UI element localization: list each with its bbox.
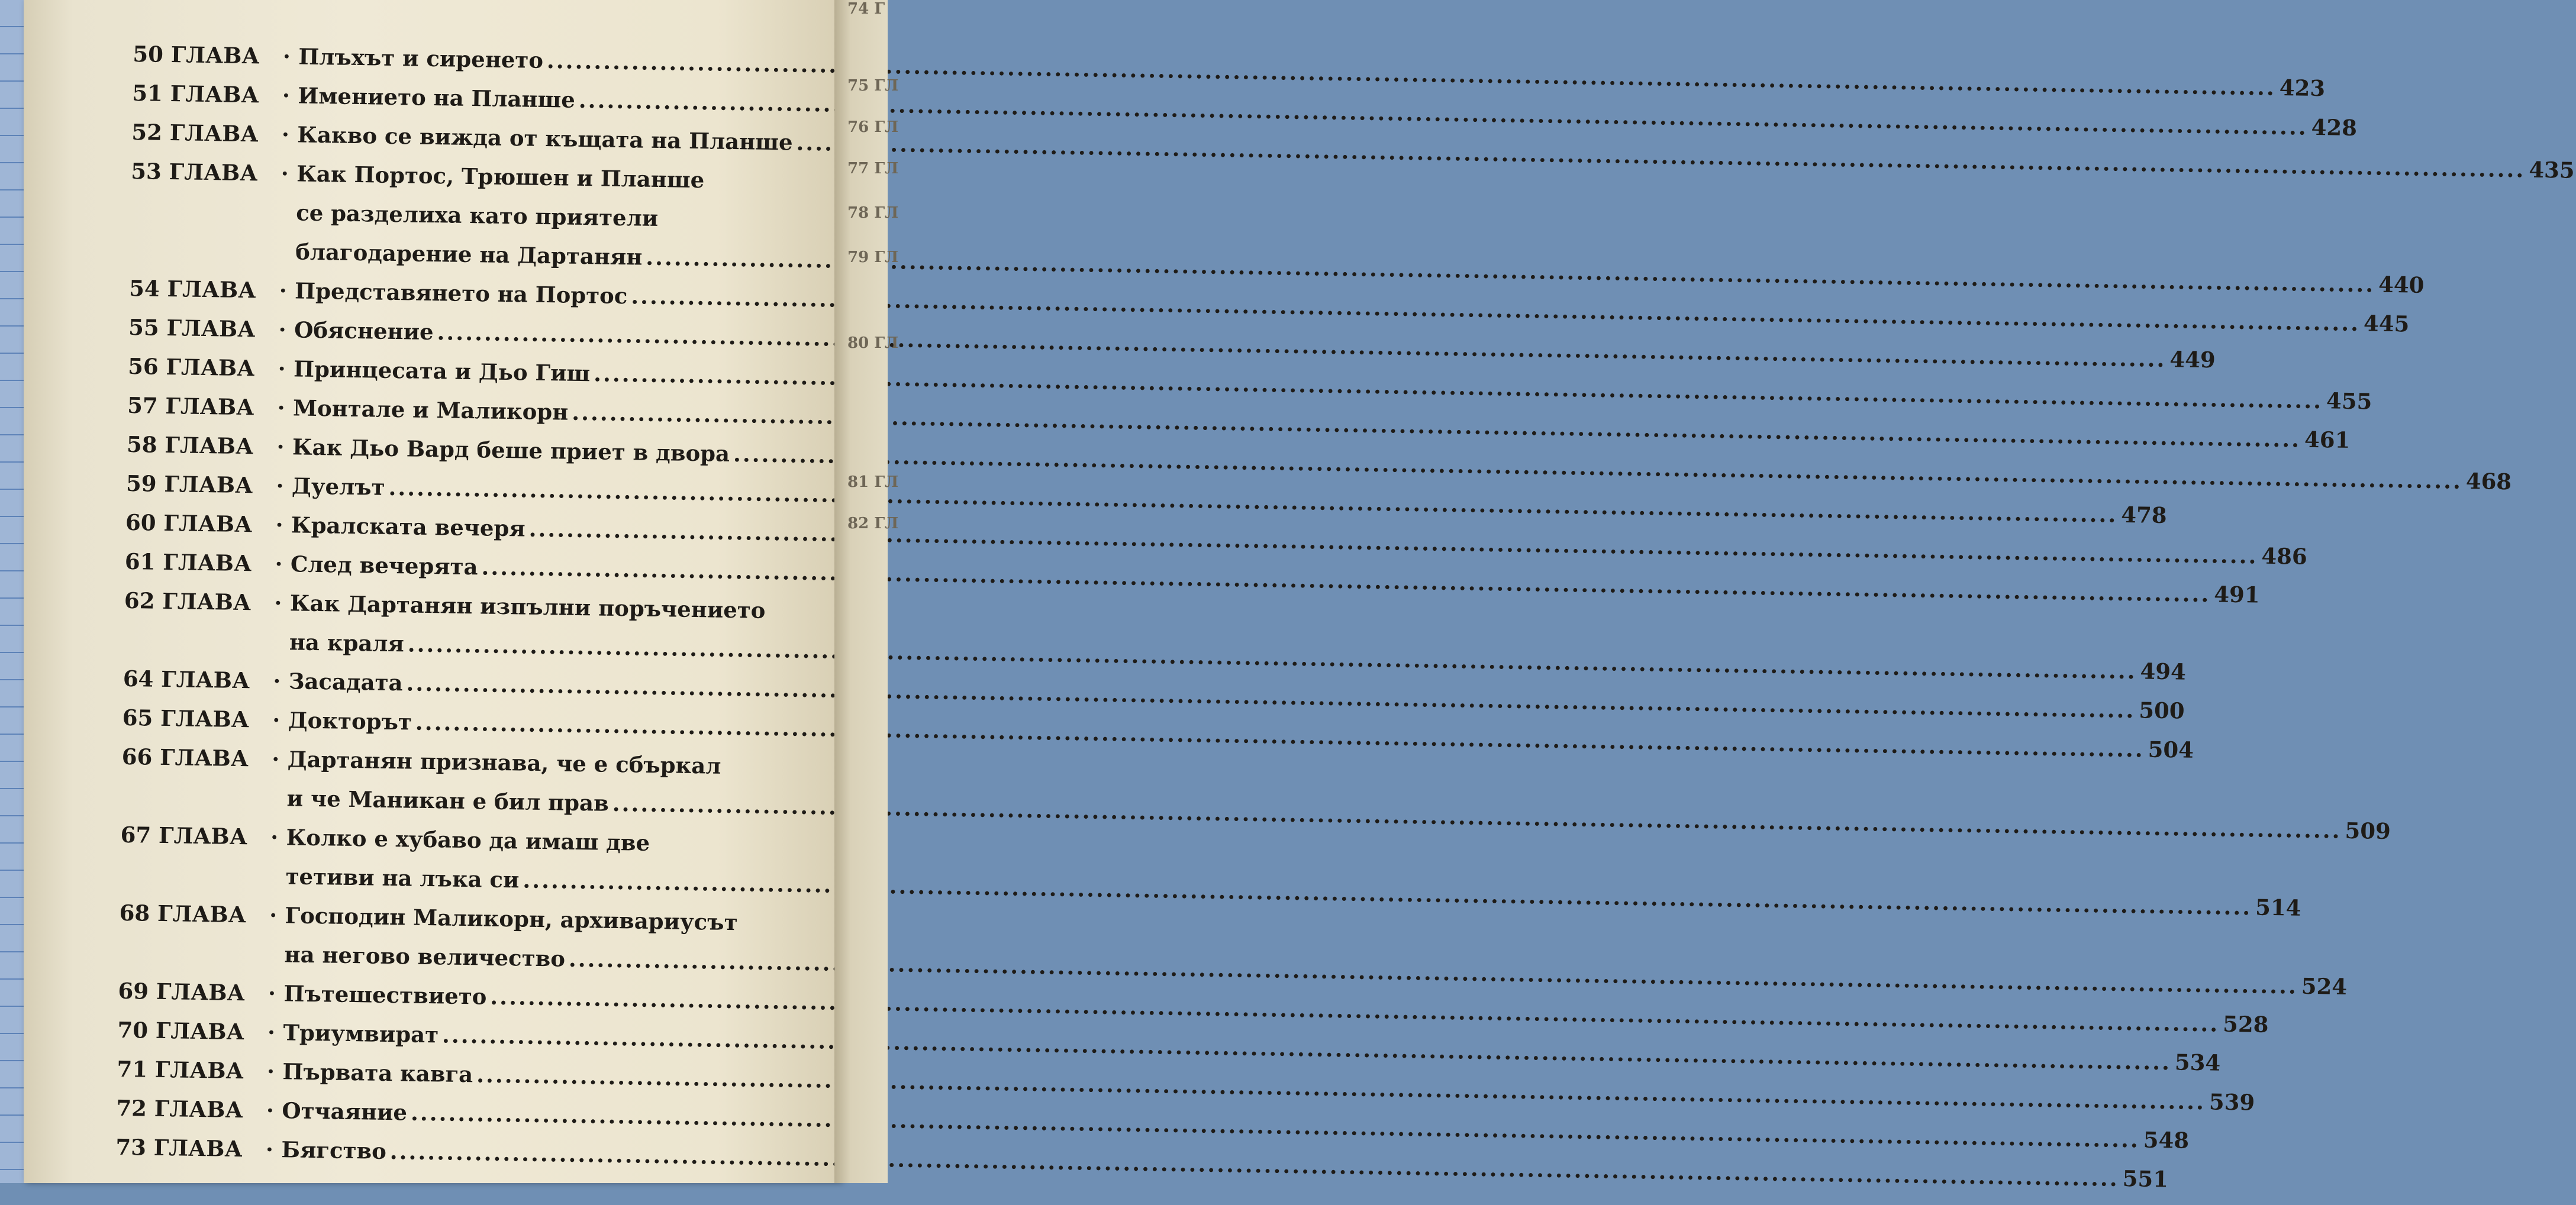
separator-dot: ·: [267, 1019, 276, 1045]
chapter-number: 70 ГЛАВА: [117, 1016, 245, 1045]
chapter-number: 56 ГЛАВА: [127, 353, 255, 382]
chapter-title-line: тетиви на лъка си: [285, 863, 520, 893]
page-number: 455: [2326, 387, 2372, 415]
chapter-number: 60 ГЛАВА: [125, 509, 253, 538]
separator-dot: ·: [282, 82, 291, 109]
chapter-number: 50 ГЛАВА: [133, 40, 260, 69]
adjacent-page-fragment: 80 ГЛ: [847, 334, 899, 352]
separator-dot: ·: [273, 667, 281, 694]
chapter-title-line: Какво се вижда от къщата на Планше: [297, 121, 793, 156]
separator-dot: ·: [265, 1136, 274, 1162]
chapter-title-line: на негово величество: [284, 941, 566, 972]
separator-dot: ·: [282, 43, 291, 70]
adjacent-page-fragment: 81 ГЛ: [847, 473, 899, 491]
page-number: 478: [2121, 501, 2167, 529]
separator-dot: ·: [266, 1058, 275, 1084]
page-number: 504: [2148, 736, 2194, 763]
chapter-title-line: Как Дартанян изпълни поръчението: [289, 590, 766, 624]
page-number: 500: [2139, 697, 2185, 724]
chapter-number: 54 ГЛАВА: [128, 274, 256, 303]
separator-dot: ·: [276, 433, 285, 460]
chapter-title-line: и че Маникан е бил прав: [286, 785, 610, 816]
chapter-title-line: Господин Маликорн, архивариусът: [285, 902, 738, 936]
chapter-title-line: благодарение на Дартанян: [295, 238, 643, 270]
chapter-title-line: се разделиха като приятели: [295, 199, 659, 231]
page-number: 491: [2214, 581, 2260, 608]
separator-dot: ·: [267, 980, 276, 1006]
chapter-number: 64 ГЛАВА: [122, 665, 250, 694]
chapter-number: 72 ГЛАВА: [116, 1094, 243, 1123]
chapter-title-line: Принцесата и Дьо Гиш: [293, 356, 591, 387]
page-number: 494: [2140, 658, 2187, 685]
separator-dot: ·: [269, 902, 278, 928]
separator-dot: ·: [271, 745, 280, 773]
separator-dot: ·: [279, 277, 288, 304]
page-number: 468: [2465, 468, 2512, 495]
page-number: 428: [2311, 114, 2358, 141]
page-number: 524: [2301, 973, 2348, 1000]
chapter-title-line: Пътешествието: [283, 980, 487, 1010]
page-number: 461: [2304, 426, 2351, 453]
chapter-title-line: Плъхът и сиренето: [298, 43, 544, 73]
chapter-title-line: Засадата: [288, 668, 403, 696]
chapter-title-line: Бягство: [281, 1136, 387, 1164]
separator-dot: ·: [275, 511, 283, 538]
separator-dot: ·: [274, 589, 282, 616]
separator-dot: ·: [278, 355, 286, 382]
page-number: 548: [2143, 1126, 2190, 1154]
page-number: 423: [2279, 74, 2326, 102]
chapter-title-line: Кралската вечеря: [291, 512, 525, 542]
chapter-number: 71 ГЛАВА: [117, 1055, 244, 1084]
separator-dot: ·: [276, 472, 284, 499]
page-number: 445: [2363, 310, 2410, 337]
chapter-title-line: на краля: [289, 629, 405, 657]
separator-dot: ·: [277, 394, 285, 421]
chapter-title-line: Триумвират: [283, 1019, 439, 1048]
page-number: 440: [2378, 271, 2425, 298]
chapter-title-line: След вечерята: [290, 551, 478, 580]
chapter-number: 67 ГЛАВА: [120, 821, 248, 850]
chapter-title-line: Представянето на Портос: [294, 277, 628, 309]
chapter-number: 52 ГЛАВА: [131, 118, 259, 147]
chapter-title-line: Как Портос, Трюшен и Планше: [296, 160, 705, 193]
chapter-title-line: Монтале и Маликорн: [292, 395, 569, 425]
chapter-number: 62 ГЛАВА: [124, 587, 252, 616]
chapter-number: 66 ГЛАВА: [121, 743, 249, 772]
adjacent-page-fragment: 79 ГЛ: [847, 248, 899, 266]
chapter-number: 59 ГЛАВА: [125, 470, 253, 499]
adjacent-page-fragment: 76 ГЛ: [847, 118, 899, 136]
adjacent-page-fragment: 82 ГЛ: [847, 515, 899, 532]
chapter-number: 61 ГЛАВА: [124, 548, 252, 577]
separator-dot: ·: [275, 550, 283, 577]
chapter-number: 58 ГЛАВА: [126, 431, 254, 460]
adjacent-page-fragment: 75 ГЛ: [847, 77, 899, 95]
page-number: 551: [2122, 1165, 2169, 1193]
page-number: 449: [2169, 346, 2216, 373]
page-number: 539: [2209, 1088, 2255, 1116]
chapter-title-line: Как Дьо Вард беше приет в двора: [292, 434, 730, 467]
page-number: 486: [2261, 542, 2308, 570]
chapter-title-line: Отчаяние: [282, 1097, 408, 1126]
page-number: 509: [2345, 817, 2391, 845]
chapter-title-line: Имението на Планше: [298, 82, 576, 113]
page-number: 435: [2529, 156, 2575, 183]
chapter-number: 65 ГЛАВА: [122, 704, 250, 733]
chapter-title-line: Докторът: [288, 707, 412, 735]
separator-dot: ·: [272, 706, 281, 734]
separator-dot: ·: [281, 121, 290, 148]
page-number: 514: [2255, 894, 2301, 921]
chapter-title-line: Обяснение: [294, 316, 434, 345]
separator-dot: ·: [266, 1097, 275, 1123]
page-number: 528: [2222, 1010, 2269, 1038]
chapter-title-line: Колко е хубаво да имаш две: [286, 824, 650, 856]
chapter-title-line: Дартанян признава, че е сбъркал: [287, 746, 721, 779]
page-number: 534: [2174, 1049, 2221, 1076]
adjacent-page-fragment: 77 ГЛ: [847, 160, 899, 177]
chapter-title-line: Първата кавга: [282, 1058, 473, 1088]
adjacent-page-fragment: 78 ГЛ: [847, 204, 899, 222]
adjacent-page-fragment: 74 Г: [847, 0, 885, 18]
chapter-title-line: Дуелът: [291, 473, 385, 500]
chapter-number: 68 ГЛАВА: [119, 899, 247, 928]
separator-dot: ·: [270, 823, 279, 851]
chapter-number: 69 ГЛАВА: [118, 977, 246, 1006]
separator-dot: ·: [278, 316, 286, 343]
chapter-number: 51 ГЛАВА: [132, 79, 259, 108]
chapter-number: 57 ГЛАВА: [127, 392, 254, 421]
adjacent-page: [834, 0, 899, 1183]
chapter-number: 55 ГЛАВА: [128, 314, 256, 343]
chapter-number: 73 ГЛАВА: [115, 1133, 243, 1162]
chapter-number: 53 ГЛАВА: [131, 157, 258, 186]
separator-dot: ·: [281, 160, 289, 187]
